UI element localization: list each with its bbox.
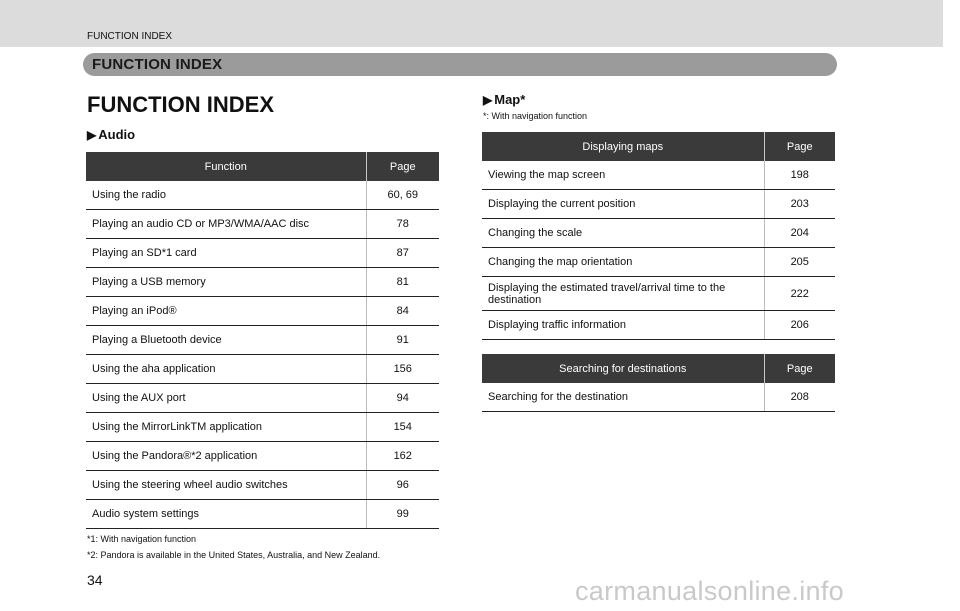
function-cell: Using the Pandora®*2 application bbox=[86, 442, 366, 471]
header-title: FUNCTION INDEX bbox=[87, 31, 172, 42]
table-row bbox=[86, 326, 439, 355]
table-row bbox=[86, 413, 439, 442]
function-cell: Using the steering wheel audio switches bbox=[86, 471, 366, 500]
triangle-right-icon: ▶ bbox=[483, 93, 493, 107]
searching-destinations-header bbox=[482, 354, 835, 383]
page-edge bbox=[943, 0, 960, 611]
column-header-page: Page bbox=[764, 132, 835, 161]
triangle-right-icon: ▶ bbox=[87, 128, 97, 142]
table-row bbox=[86, 268, 439, 297]
function-cell: Changing the map orientation bbox=[482, 248, 764, 277]
column-header-searching: Searching for destinations bbox=[482, 354, 764, 383]
table-row bbox=[482, 311, 835, 340]
page-cell: 222 bbox=[764, 277, 835, 311]
searching-destinations-table bbox=[482, 354, 835, 412]
function-cell: Using the AUX port bbox=[86, 384, 366, 413]
page-cell: 60, 69 bbox=[366, 181, 439, 210]
audio-table bbox=[86, 152, 439, 529]
map-heading-label: Map* bbox=[494, 92, 526, 107]
top-header-bar bbox=[0, 0, 943, 47]
page-cell: 81 bbox=[366, 268, 439, 297]
audio-heading-label: Audio bbox=[98, 127, 136, 142]
table-row bbox=[86, 181, 439, 210]
table-row bbox=[86, 239, 439, 268]
page-cell: 91 bbox=[366, 326, 439, 355]
table-row bbox=[482, 190, 835, 219]
page-cell: 94 bbox=[366, 384, 439, 413]
page-cell: 198 bbox=[764, 161, 835, 190]
page-title: FUNCTION INDEX bbox=[87, 92, 274, 117]
table-row bbox=[86, 384, 439, 413]
page-cell: 78 bbox=[366, 210, 439, 239]
map-heading bbox=[483, 92, 525, 107]
page-cell: 162 bbox=[366, 442, 439, 471]
function-cell: Playing an SD*1 card bbox=[86, 239, 366, 268]
page-cell: 99 bbox=[366, 500, 439, 529]
column-header-page: Page bbox=[366, 152, 439, 181]
function-cell: Using the aha application bbox=[86, 355, 366, 384]
page-cell: 156 bbox=[366, 355, 439, 384]
table-row bbox=[86, 355, 439, 384]
page-cell: 96 bbox=[366, 471, 439, 500]
function-cell: Using the radio bbox=[86, 181, 366, 210]
column-header-displaying-maps: Displaying maps bbox=[482, 132, 764, 161]
table-row bbox=[482, 277, 835, 311]
table-row bbox=[86, 442, 439, 471]
function-cell: Playing a Bluetooth device bbox=[86, 326, 366, 355]
function-cell: Audio system settings bbox=[86, 500, 366, 529]
function-cell: Playing a USB memory bbox=[86, 268, 366, 297]
table-row bbox=[86, 210, 439, 239]
audio-table-header bbox=[86, 152, 439, 181]
audio-footnote-2: *2: Pandora is available in the United States, Australia, and New Zealand. bbox=[87, 550, 381, 560]
table-row bbox=[482, 248, 835, 277]
function-cell: Searching for the destination bbox=[482, 383, 764, 412]
page-cell: 205 bbox=[764, 248, 835, 277]
page-cell: 204 bbox=[764, 219, 835, 248]
displaying-maps-table bbox=[482, 132, 835, 340]
section-bar-label: FUNCTION INDEX bbox=[92, 56, 223, 73]
function-cell: Displaying traffic information bbox=[482, 311, 764, 340]
map-note: *: With navigation function bbox=[483, 111, 588, 121]
page-cell: 84 bbox=[366, 297, 439, 326]
function-cell: Using the MirrorLinkTM application bbox=[86, 413, 366, 442]
table-row bbox=[482, 219, 835, 248]
function-cell: Viewing the map screen bbox=[482, 161, 764, 190]
column-header-page: Page bbox=[764, 354, 835, 383]
audio-footnote-1: *1: With navigation function bbox=[87, 534, 197, 544]
table-row bbox=[86, 471, 439, 500]
page-cell: 154 bbox=[366, 413, 439, 442]
function-cell: Displaying the estimated travel/arrival time to the destination bbox=[482, 277, 764, 311]
page-cell: 208 bbox=[764, 383, 835, 412]
watermark: carmanualsonline.info bbox=[575, 576, 844, 606]
page-cell: 206 bbox=[764, 311, 835, 340]
column-header-function: Function bbox=[86, 152, 366, 181]
section-bar bbox=[83, 53, 837, 76]
table-row bbox=[482, 161, 835, 190]
page-cell: 87 bbox=[366, 239, 439, 268]
function-cell: Displaying the current position bbox=[482, 190, 764, 219]
page-number: 34 bbox=[87, 572, 103, 588]
function-cell: Playing an audio CD or MP3/WMA/AAC disc bbox=[86, 210, 366, 239]
table-row bbox=[482, 383, 835, 412]
function-cell: Playing an iPod® bbox=[86, 297, 366, 326]
displaying-maps-header bbox=[482, 132, 835, 161]
table-row bbox=[86, 500, 439, 529]
audio-heading bbox=[87, 127, 135, 142]
page-cell: 203 bbox=[764, 190, 835, 219]
function-cell: Changing the scale bbox=[482, 219, 764, 248]
table-row bbox=[86, 297, 439, 326]
